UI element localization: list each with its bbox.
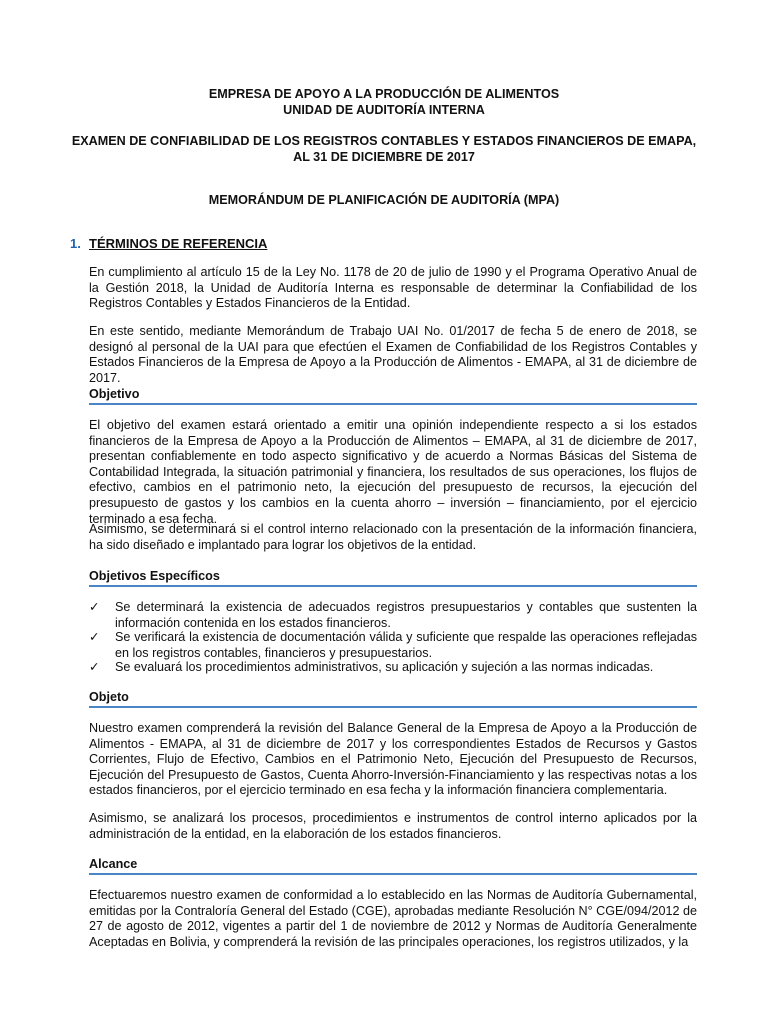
exam-title: EXAMEN DE CONFIABILIDAD DE LOS REGISTROS CONTABLES Y ESTADOS FINANCIEROS DE EMAPA,: [71, 134, 697, 148]
list-item-text: Se verificará la existencia de documentación válida y suficiente que respalde las operaciones reflejadas en los registros contables, financieros y presupuestarios.: [115, 630, 697, 660]
objetivo-paragraph-1: El objetivo del examen estará orientado a emitir una opinión independiente respecto a si los estados financieros de la Empresa de Apoyo a la Producción de Alimentos – EMAPA, al 31 de diciembre de 2017, presentan confiablemente en todo aspecto significativo y de acuerdo a Normas Básicas del Sistema de Contabilidad Integrada, la situación patrimonial y financiera, los resultados de sus operaciones, los flujos de efectivo, cambios en el patrimonio neto, la ejecución del presupuesto de recursos, la ejecución del presupuesto de gastos y los cambios en la cuenta ahorro – inversión – financiamiento, por el ejercicio terminado a esa fecha.: [89, 418, 697, 526]
list-item-text: Se evaluará los procedimientos administrativos, su aplicación y sujeción a las normas indicadas.: [115, 660, 654, 674]
unit-name: UNIDAD DE AUDITORÍA INTERNA: [283, 103, 485, 117]
list-item-text: Se determinará la existencia de adecuados registros presupuestarios y contables que sustenten la información contenida en los estados financieros.: [115, 600, 697, 630]
alcance-heading: Alcance: [89, 856, 697, 875]
objetivos-especificos-heading: Objetivos Específicos: [89, 568, 697, 587]
memo-title: MEMORÁNDUM DE PLANIFICACIÓN DE AUDITORÍA (MPA): [208, 193, 560, 207]
objeto-paragraph-1: Nuestro examen comprenderá la revisión del Balance General de la Empresa de Apoyo a la Producción de Alimentos - EMAPA, al 31 de diciembre de 2017 y los correspondientes Estados de Recursos y Gastos Corrientes, Flujo de Efectivo, Cambios en el Patrimonio Neto, Ejecución del Presupuesto de Recursos, Ejecución del Presupuesto de Gastos, Cuenta Ahorro-Inversión-Financiamiento y las respectivas notas a los estados financieros, por el ejercicio terminado en esa fecha y la información financiera complementaria.: [89, 721, 697, 798]
alcance-paragraph-1: Efectuaremos nuestro examen de conformidad a lo establecido en las Normas de Auditoría Gubernamental, emitidas por la Contraloría General del Estado (CGE), aprobadas mediante Resolución N° CGE/094/2012 de 27 de agosto de 2012, vigentes a partir del 1 de noviembre de 2012 y Normas de Auditoría Generalmente Aceptadas en Bolivia, y comprenderá la revisión de las principales operaciones, los registros utilizados, y la: [89, 888, 697, 949]
exam-date: AL 31 DE DICIEMBRE DE 2017: [293, 150, 475, 164]
company-name: EMPRESA DE APOYO A LA PRODUCCIÓN DE ALIMENTOS: [208, 87, 560, 101]
objeto-heading: Objeto: [89, 689, 697, 708]
terms-paragraph-1: En cumplimiento al artículo 15 de la Ley No. 1178 de 20 de julio de 1990 y el Programa Operativo Anual de la Gestión 2018, la Unidad de Auditoría Interna es responsable de determinar la Confiabilidad de los Registros Contables y Estados Financieros de la Entidad.: [89, 265, 697, 311]
section-number: 1.: [70, 236, 81, 251]
objetivo-heading: Objetivo: [89, 386, 697, 405]
objeto-paragraph-2: Asimismo, se analizará los procesos, procedimientos e instrumentos de control interno aplicados por la administración de la entidad, en la elaboración de los estados financieros.: [89, 811, 697, 841]
checkmark-icon: ✓: [89, 600, 100, 614]
terms-paragraph-2: En este sentido, mediante Memorándum de Trabajo UAI No. 01/2017 de fecha 5 de enero de 2018, se designó al personal de la UAI para que efectúen el Examen de Confiabilidad de los Registros Contables y Estados Financieros de la Empresa de Apoyo a la Producción de Alimentos - EMAPA, al 31 de diciembre de 2017.: [89, 324, 697, 385]
checkmark-icon: ✓: [89, 660, 100, 674]
section-title: TÉRMINOS DE REFERENCIA: [89, 236, 268, 251]
objetivo-paragraph-2: Asimismo, se determinará si el control interno relacionado con la presentación de la información financiera, ha sido diseñado e implantado para lograr los objetivos de la entidad.: [89, 522, 697, 552]
checkmark-icon: ✓: [89, 630, 100, 644]
